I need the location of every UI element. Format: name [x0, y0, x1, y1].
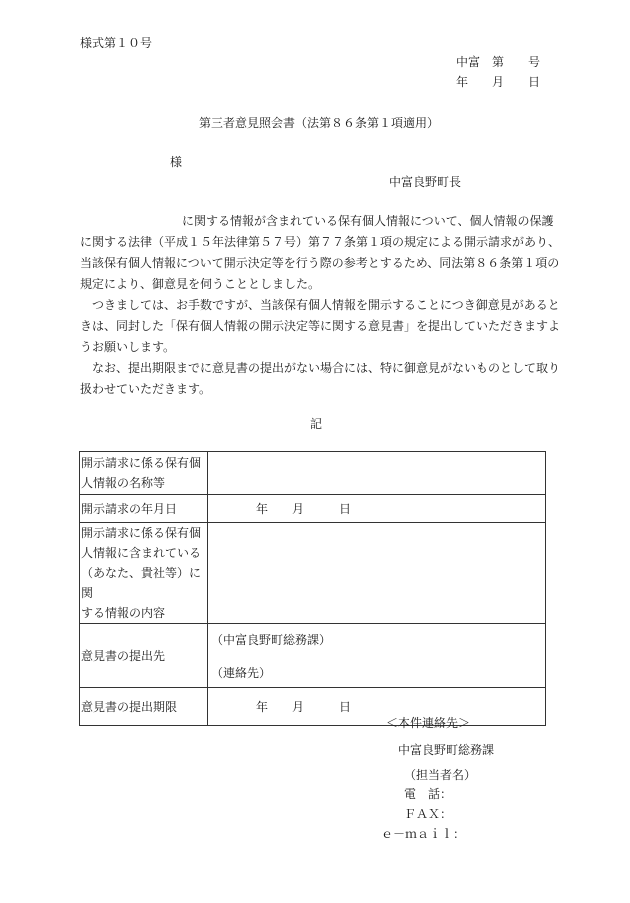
contact-fax: ＦＡＸ：: [404, 807, 453, 821]
value-info-content[interactable]: [208, 523, 546, 624]
value-submission-deadline[interactable]: [208, 688, 546, 726]
body-line: うお願いします。: [80, 340, 176, 354]
table-row: [80, 495, 546, 523]
label-line: 開示請求に係る保有個: [81, 526, 202, 540]
document-title: 第三者意見照会書（法第８６条第１項適用）: [199, 116, 440, 130]
label-request-date: 開示請求の年月日: [80, 495, 208, 523]
label-line: 人情報の名称等: [81, 476, 166, 490]
table-row: [80, 452, 546, 495]
body-line: に関する法律（平成１５年法律第５７号）第７７条第１項の規定による開示請求があり、: [80, 235, 561, 249]
body-line: に関する情報が含まれている保有個人情報について、個人情報の保護: [182, 214, 554, 228]
month-label: 月: [292, 501, 305, 516]
label-line: 人情報に含まれている: [81, 546, 202, 560]
day-label: 日: [339, 699, 352, 714]
body-line: きは、同封した「保有個人情報の開示決定等に関する意見書」を提出していただきますよ: [80, 319, 561, 333]
body-paragraph-1: [80, 211, 561, 295]
value-request-date[interactable]: [208, 495, 546, 523]
body-paragraph-3: [80, 358, 561, 400]
body-line: なお、提出期限までに意見書の提出がない場合には、特に御意見がないものとして取り: [92, 361, 561, 375]
table-row: [80, 624, 546, 688]
label-submission-destination: 意見書の提出先: [80, 624, 208, 688]
value-submission-destination[interactable]: [208, 624, 546, 688]
contact-phone: 電 話：: [404, 787, 453, 801]
label-item-name: [80, 452, 208, 495]
body-line: 規定により、御意見を伺うこととしました。: [80, 277, 321, 291]
contact-text: （連絡先）: [211, 666, 272, 680]
year-label: 年: [256, 699, 269, 714]
table-row: [80, 688, 546, 726]
document-number: 中富 第 号: [456, 55, 541, 69]
contact-header: ＜本件連絡先＞: [386, 716, 471, 730]
form-number: 様式第１０号: [80, 36, 153, 50]
ki-heading: 記: [310, 417, 323, 431]
label-submission-deadline: 意見書の提出期限: [80, 688, 208, 726]
addressee-suffix: 様: [170, 155, 183, 169]
table-row: [80, 523, 546, 624]
value-item-name[interactable]: [208, 452, 546, 495]
label-info-content: [80, 523, 208, 624]
month-label: 月: [292, 699, 305, 714]
document-date: 年 月 日: [456, 75, 541, 89]
body-line: 当該保有個人情報について開示決定等を行う際の参考とするため、同法第８６条第１項の: [80, 256, 560, 270]
contact-email: ｅ－ｍａｉｌ：: [381, 827, 466, 841]
body-line: つきましては、お手数ですが、当該保有個人情報を開示することにつき御意見があると: [92, 298, 560, 312]
sender-name: 中富良野町長: [389, 175, 462, 189]
body-paragraph-2: [80, 295, 561, 358]
label-line: （あなた、貴社等）に関: [81, 566, 202, 600]
contact-department: 中富良野町総務課: [398, 743, 495, 757]
record-table: [79, 451, 546, 726]
destination-text: （中富良野町総務課）: [211, 633, 332, 647]
body-line: 扱わせていただきます。: [80, 382, 212, 396]
day-label: 日: [339, 501, 352, 516]
label-line: する情報の内容: [81, 606, 166, 620]
year-label: 年: [256, 501, 269, 516]
label-line: 開示請求に係る保有個: [81, 456, 202, 470]
contact-person: （担当者名）: [404, 768, 477, 782]
